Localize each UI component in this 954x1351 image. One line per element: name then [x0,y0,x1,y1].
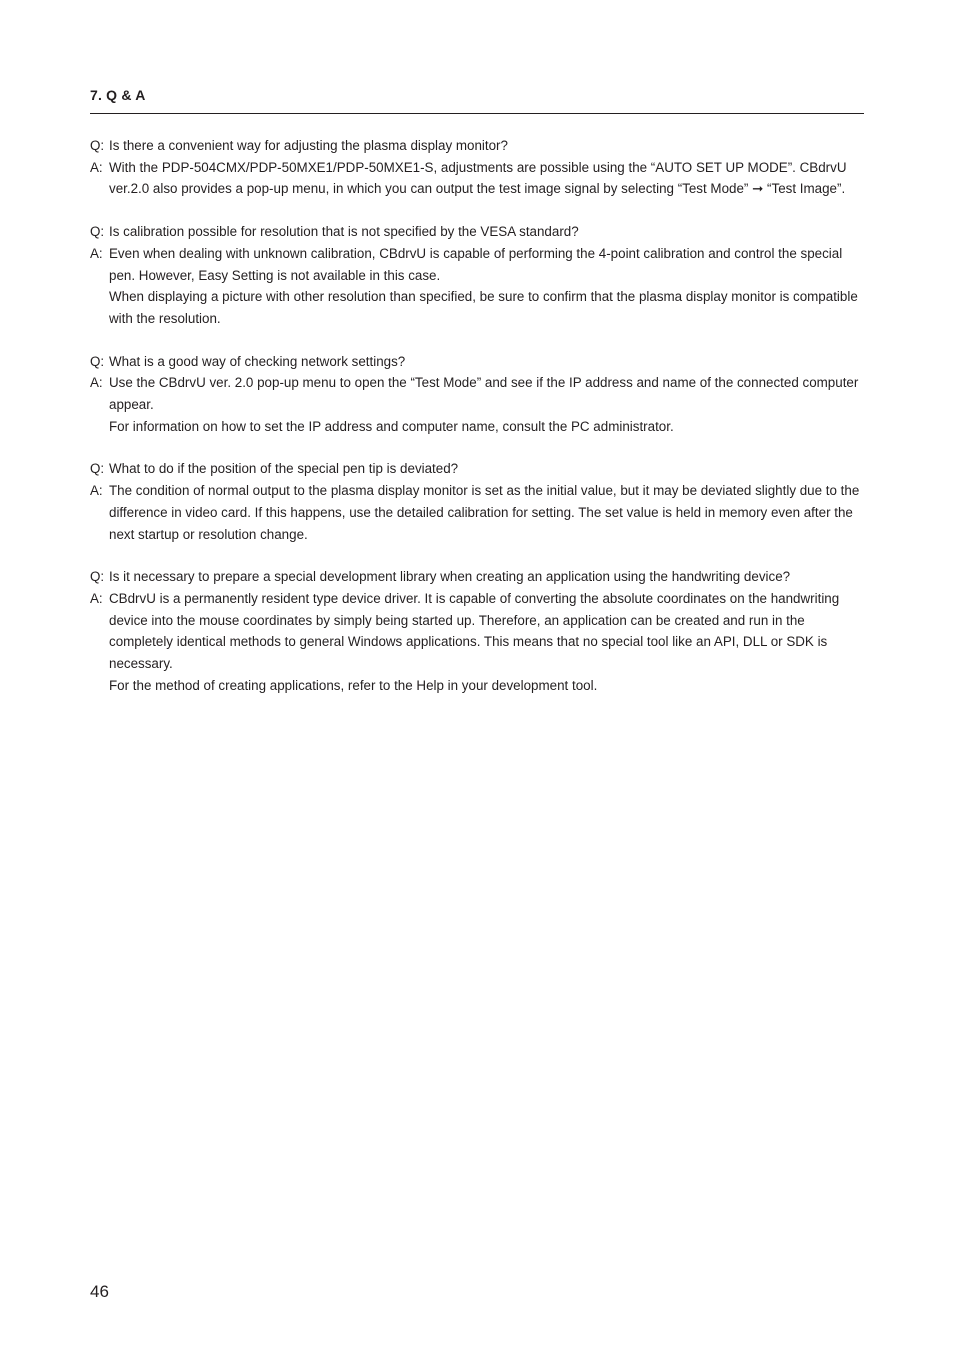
question-row [90,458,864,480]
title-divider [90,113,864,114]
answer-text [109,588,864,697]
question-row [90,351,864,373]
answer-label: A: [90,159,103,175]
qa-item [90,221,864,330]
qa-list [90,135,864,717]
question-text: Is there a convenient way for adjusting the plasma display monitor? [109,138,508,153]
answer-row [90,157,864,200]
answer-paragraph: For the method of creating applications, refer to the Help in your development tool. [109,677,598,693]
answer-row [90,243,864,330]
answer-paragraph: When displaying a picture with other resolution than specified, be sure to confirm that the plasma display monitor is compatible with the resolution. [109,289,858,326]
answer-paragraph: For information on how to set the IP address and computer name, consult the PC administrator. [109,418,674,434]
answer-paragraph: Use the CBdrvU ver. 2.0 pop-up menu to open the “Test Mode” and see if the IP address and name of the connected computer appear. [109,375,859,413]
qa-item [90,566,864,696]
answer-paragraph: With the PDP-504CMX/PDP-50MXE1/PDP-50MXE1-S, adjustments are possible using the “AUTO SET UP MODE”. CBdrvU ver.2.0 also provides a pop-up menu, in which you can output the test image signal by selecting “Test Mode” ➞ “Test Image”. [109,159,847,197]
section-title: 7. Q & A [90,87,146,103]
answer-text [109,372,864,437]
question-row [90,135,864,157]
answer-paragraph: Even when dealing with unknown calibration, CBdrvU is capable of performing the 4-point calibration and control the special pen. However, Easy Setting is not available in this case. [109,245,843,283]
answer-row [90,480,864,545]
qa-item [90,135,864,200]
answer-text [109,243,864,330]
answer-paragraph: CBdrvU is a permanently resident type device driver. It is capable of converting the absolute coordinates on the handwriting device into the mouse coordinates by simply being started up. Therefore, an application can be created and run in the completely identical methods to general Windows applications. This means that no special tool like an API, DLL or SDK is necessary. [109,590,840,672]
qa-item [90,458,864,545]
answer-text [109,157,864,200]
question-label: Q: [90,461,105,477]
answer-row [90,588,864,697]
answer-label: A: [90,245,103,261]
question-label: Q: [90,224,105,240]
answer-label: A: [90,590,103,606]
question-text: Is it necessary to prepare a special development library when creating an application using the handwriting device? [109,569,791,585]
answer-row [90,372,864,437]
answer-label: A: [90,375,103,391]
answer-text [109,480,864,545]
question-text: What to do if the position of the special pen tip is deviated? [109,461,459,477]
question-text: What is a good way of checking network settings? [109,353,406,369]
question-text: Is calibration possible for resolution that is not specified by the VESA standard? [109,224,579,240]
qa-item [90,351,864,438]
answer-label: A: [90,483,103,499]
question-label: Q: [90,138,105,153]
page-number: 46 [90,1282,109,1301]
question-row [90,221,864,243]
question-row [90,566,864,588]
question-label: Q: [90,353,105,369]
answer-paragraph: The condition of normal output to the plasma display monitor is set as the initial value, but it may be deviated slightly due to the difference in video card. If this happens, use the detailed calibration for setting. The set value is held in memory even after the next startup or resolution change. [109,483,860,542]
question-label: Q: [90,569,105,585]
